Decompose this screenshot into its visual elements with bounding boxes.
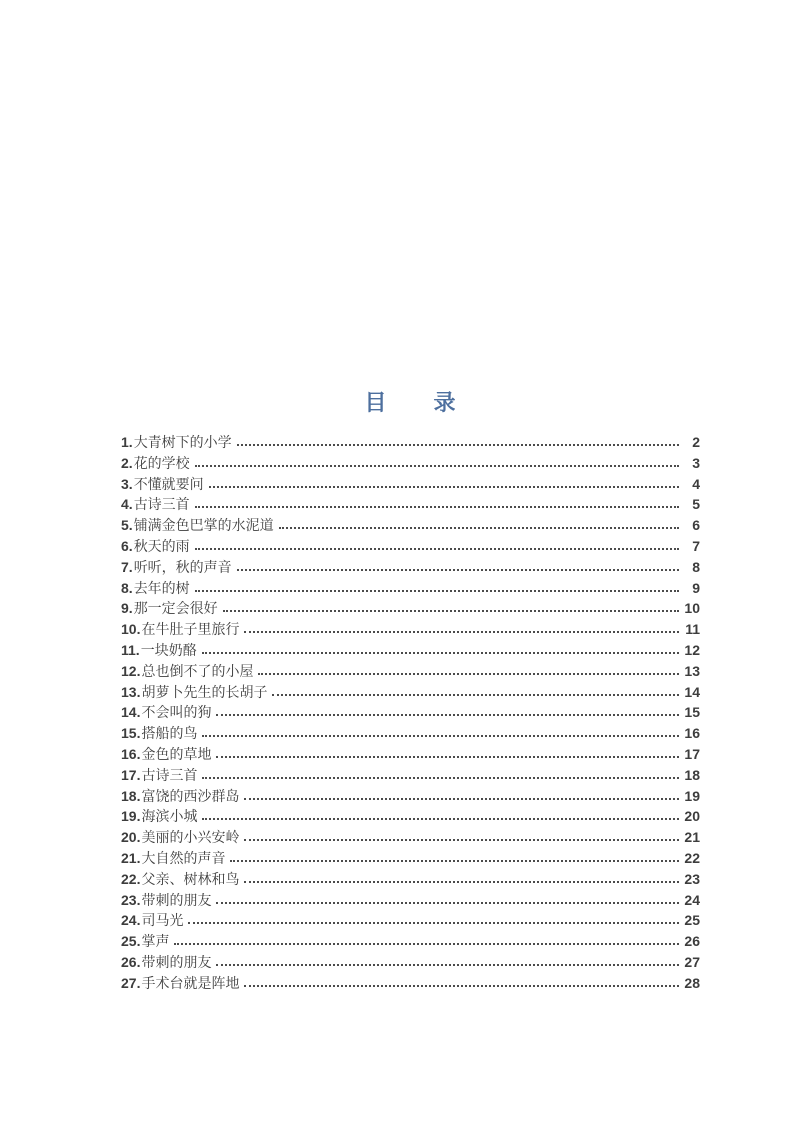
toc-entry-page: 19 xyxy=(684,787,700,804)
toc-entry-title: 那一定会很好 xyxy=(133,602,218,618)
toc-entry-number: 22. xyxy=(121,870,141,887)
dot-leader xyxy=(258,673,679,675)
toc-entry[interactable] xyxy=(121,453,700,474)
toc-entry-title: 铺满金色巴掌的水泥道 xyxy=(133,519,274,535)
toc-entry[interactable] xyxy=(121,640,700,661)
toc-entry-title: 大自然的声音 xyxy=(141,851,226,867)
dot-leader xyxy=(174,943,679,945)
dot-leader xyxy=(195,506,679,508)
toc-entry-title: 富饶的西沙群岛 xyxy=(141,789,240,805)
toc-entry-title: 听听，秋的声音 xyxy=(133,560,232,576)
toc-entry[interactable] xyxy=(121,474,700,495)
toc-entry-page: 13 xyxy=(684,662,700,679)
toc-entry-title: 一块奶酪 xyxy=(140,643,197,659)
toc-entry[interactable] xyxy=(121,827,700,848)
toc-section xyxy=(121,386,700,994)
toc-entry-number: 16. xyxy=(121,745,141,762)
dot-leader xyxy=(237,444,679,446)
toc-entry[interactable] xyxy=(121,619,700,640)
dot-leader xyxy=(244,985,679,987)
dot-leader xyxy=(202,735,679,737)
toc-entry[interactable] xyxy=(121,702,700,723)
toc-entry-number: 11. xyxy=(121,641,140,658)
toc-entry-page: 10 xyxy=(684,600,700,617)
toc-entry-title: 不会叫的狗 xyxy=(141,706,212,722)
toc-entry-page: 16 xyxy=(684,725,700,742)
toc-entry-title: 去年的树 xyxy=(133,581,190,597)
dot-leader xyxy=(216,714,679,716)
toc-entry-page: 26 xyxy=(684,933,700,950)
toc-entry[interactable] xyxy=(121,786,700,807)
toc-entry-title: 司马光 xyxy=(141,914,184,930)
toc-entry-title: 花的学校 xyxy=(133,456,190,472)
dot-leader xyxy=(202,777,679,779)
toc-entry[interactable] xyxy=(121,952,700,973)
toc-entry[interactable] xyxy=(121,682,700,703)
toc-entry-page: 7 xyxy=(692,537,700,554)
toc-entry[interactable] xyxy=(121,578,700,599)
toc-entry-number: 5. xyxy=(121,517,133,534)
toc-entry-number: 25. xyxy=(121,933,141,950)
toc-entry-page: 28 xyxy=(684,974,700,991)
toc-entry-page: 18 xyxy=(684,766,700,783)
toc-entry-title: 掌声 xyxy=(141,935,170,951)
toc-entry-title: 大青树下的小学 xyxy=(133,436,232,451)
toc-entry-number: 12. xyxy=(121,662,141,679)
toc-entry-page: 12 xyxy=(684,641,700,658)
toc-entry-number: 18. xyxy=(121,787,141,804)
dot-leader xyxy=(279,527,679,529)
toc-entry-page: 17 xyxy=(684,745,700,762)
toc-entry-page: 20 xyxy=(684,808,700,825)
toc-entry[interactable] xyxy=(121,494,700,515)
dot-leader xyxy=(188,922,679,924)
dot-leader xyxy=(223,610,679,612)
toc-entry-number: 2. xyxy=(121,454,133,471)
toc-entry-page: 21 xyxy=(684,829,700,846)
dot-leader xyxy=(244,798,679,800)
toc-entry[interactable] xyxy=(121,910,700,931)
toc-entry-title: 带刺的朋友 xyxy=(141,955,212,971)
toc-entry-title: 古诗三首 xyxy=(133,498,190,514)
toc-entry-number: 19. xyxy=(121,808,141,825)
toc-entry[interactable] xyxy=(121,661,700,682)
dot-leader xyxy=(216,756,679,758)
dot-leader xyxy=(230,860,679,862)
toc-entry[interactable] xyxy=(121,557,700,578)
dot-leader xyxy=(195,590,679,592)
toc-entry-title: 父亲、树林和鸟 xyxy=(141,872,240,888)
toc-entry-number: 7. xyxy=(121,558,133,575)
dot-leader xyxy=(244,881,679,883)
toc-entry-number: 6. xyxy=(121,537,133,554)
dot-leader xyxy=(244,839,679,841)
toc-entry[interactable] xyxy=(121,432,700,453)
dot-leader xyxy=(237,569,679,571)
toc-entry-page: 14 xyxy=(684,683,700,700)
toc-entry-title: 古诗三首 xyxy=(141,768,198,784)
toc-entry[interactable] xyxy=(121,765,700,786)
dot-leader xyxy=(202,818,679,820)
toc-entry[interactable] xyxy=(121,806,700,827)
toc-entry[interactable] xyxy=(121,536,700,557)
toc-entry-number: 27. xyxy=(121,974,141,991)
toc-entry-number: 9. xyxy=(121,600,133,617)
toc-entry-number: 23. xyxy=(121,891,141,908)
toc-entry-number: 10. xyxy=(121,621,141,638)
toc-entry[interactable] xyxy=(121,598,700,619)
toc-entry-title: 总也倒不了的小屋 xyxy=(141,664,254,680)
dot-leader xyxy=(244,631,679,633)
toc-entry-page: 8 xyxy=(692,558,700,575)
toc-entry-title: 在牛肚子里旅行 xyxy=(141,623,240,639)
dot-leader xyxy=(216,902,679,904)
dot-leader xyxy=(272,694,679,696)
toc-entry-page: 23 xyxy=(684,870,700,887)
toc-entry-number: 26. xyxy=(121,953,141,970)
toc-entry-page: 9 xyxy=(692,579,700,596)
toc-entry[interactable] xyxy=(121,890,700,911)
toc-entry[interactable] xyxy=(121,931,700,952)
toc-entry[interactable] xyxy=(121,744,700,765)
toc-entry[interactable] xyxy=(121,973,700,994)
dot-leader xyxy=(216,964,679,966)
toc-entry-page: 11 xyxy=(685,621,700,638)
toc-entry-page: 15 xyxy=(684,704,700,721)
toc-entry-title: 不懂就要问 xyxy=(133,477,204,493)
toc-entry-number: 14. xyxy=(121,704,141,721)
toc-entry-number: 1. xyxy=(121,434,133,450)
toc-entry-title: 带刺的朋友 xyxy=(141,893,212,909)
toc-entry-title: 手术台就是阵地 xyxy=(141,976,240,992)
toc-entry-page: 3 xyxy=(692,454,700,471)
toc-entry-number: 4. xyxy=(121,496,133,513)
toc-entry-title: 海滨小城 xyxy=(141,810,198,826)
toc-entry-page: 24 xyxy=(684,891,700,908)
toc-entry-number: 21. xyxy=(121,849,141,866)
toc-entry-page: 25 xyxy=(684,912,700,929)
toc-entry-number: 24. xyxy=(121,912,141,929)
toc-entry-title: 胡萝卜先生的长胡子 xyxy=(141,685,268,701)
toc-entry-title: 金色的草地 xyxy=(141,747,212,763)
dot-leader xyxy=(195,548,679,550)
dot-leader xyxy=(202,652,679,654)
toc-entry-page: 22 xyxy=(684,849,700,866)
toc-entry[interactable] xyxy=(121,869,700,890)
toc-entry-title: 秋天的雨 xyxy=(133,539,190,555)
toc-entry-number: 17. xyxy=(121,766,141,783)
toc-entry-number: 20. xyxy=(121,829,141,846)
toc-entry-page: 4 xyxy=(692,475,700,492)
toc-title: 目 录 xyxy=(364,390,457,415)
toc-entry[interactable] xyxy=(121,515,700,536)
toc-entry-title: 美丽的小兴安岭 xyxy=(141,831,240,847)
toc-entry-number: 8. xyxy=(121,579,133,596)
dot-leader xyxy=(209,486,679,488)
toc-entry-page: 2 xyxy=(692,434,700,450)
toc-entry-number: 3. xyxy=(121,475,133,492)
toc-entry-number: 13. xyxy=(121,683,141,700)
toc-entry-page: 5 xyxy=(692,496,700,513)
toc-entry[interactable] xyxy=(121,848,700,869)
toc-entry-title: 搭船的鸟 xyxy=(141,727,198,743)
toc-entry-page: 6 xyxy=(692,517,700,534)
dot-leader xyxy=(195,465,679,467)
toc-entry-number: 15. xyxy=(121,725,141,742)
toc-list xyxy=(121,432,700,994)
toc-entry[interactable] xyxy=(121,723,700,744)
toc-entry-page: 27 xyxy=(684,953,700,970)
